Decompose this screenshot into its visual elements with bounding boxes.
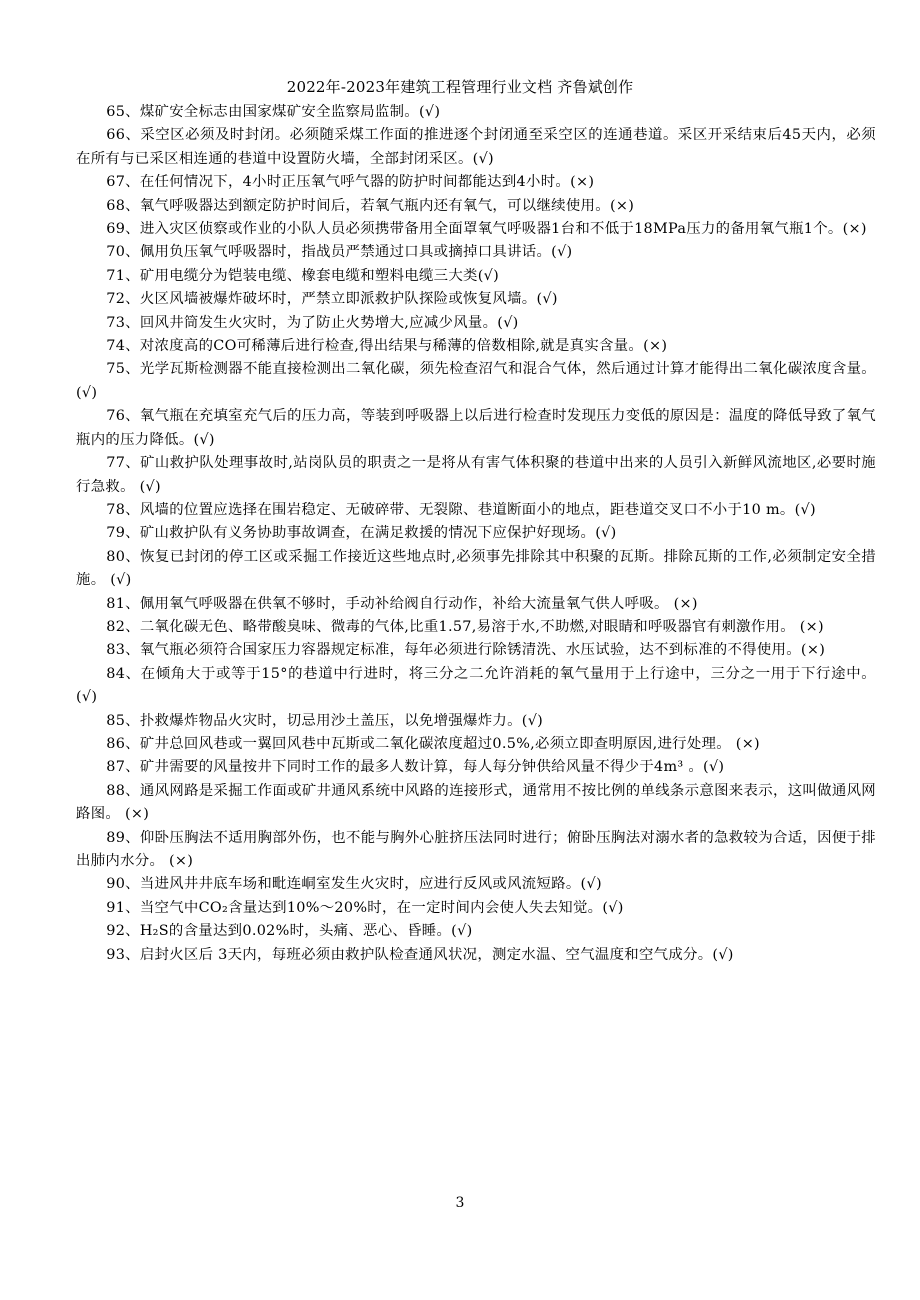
question-item: 91、当空气中CO₂含量达到10%～20%时，在一定时间内会使人失去知觉。(√) [106,899,624,916]
question-item: 87、矿井需要的风量按井下同时工作的最多人数计算，每人每分钟供给风量不得少于4m³ 。(√) [106,759,725,776]
question-item: 72、火区风墙被爆炸破坏时，严禁立即派救护队探险或恢复风墙。(√) [106,291,558,308]
question-item: 92、H₂S的含量达到0.02%时，头痛、恶心、昏睡。(√) [106,923,473,940]
question-list [76,101,876,967]
question-item: 67、在任何情况下，4小时正压氧气呼气器的防护时间都能达到4小时。(×) [106,174,595,191]
question-item: 85、扑救爆炸物品火灾时，切忌用沙土盖压，以免增强爆炸力。(√) [106,712,544,729]
question-item: 93、启封火区后 3天内，每班必须由救护队检查通风状况，测定水温、空气温度和空气成分。(√) [106,946,734,963]
question-item: 78、风墙的位置应选择在围岩稳定、无破碎带、无裂隙、巷道断面小的地点，距巷道交叉口不小于10 m。(√) [106,501,816,518]
question-item: 88、通风网路是采掘工作面或矿井通风系统中风路的连接形式，通常用不按比例的单线条示意图来表示，这叫做通风网路图。 (×) [76,782,876,823]
question-item: 76、氧气瓶在充填室充气后的压力高，等装到呼吸器上以后进行检查时发现压力变低的原因是：温度的降低导致了氧气瓶内的压力降低。(√) [76,408,876,448]
question-item: 70、佩用负压氧气呼吸器时，指战员严禁通过口具或摘掉口具讲话。(√) [106,244,573,261]
question-item: 90、当进风井井底车场和毗连峒室发生火灾时，应进行反风或风流短路。(√) [106,876,602,893]
question-item: 84、在倾角大于或等于15°的巷道中行进时，将三分之二允许消耗的氧气量用于上行途中，三分之一用于下行途中。(√) [76,665,876,706]
question-item: 73、回风井筒发生火灾时，为了防止火势增大,应减少风量。(√) [106,314,519,331]
question-item: 81、佩用氧气呼吸器在供氧不够时，手动补给阀自行动作，补给大流量氧气供人呼吸。 (×) [106,595,698,612]
question-item: 89、仰卧压胸法不适用胸部外伤，也不能与胸外心脏挤压法同时进行；俯卧压胸法对溺水者的急救较为合适，因便于排出肺内水分。 (×) [76,829,876,869]
question-item: 75、光学瓦斯检测器不能直接检测出二氧化碳，须先检查沼气和混合气体，然后通过计算才能得出二氧化碳浓度含量。(√) [76,361,876,401]
question-item: 65、煤矿安全标志由国家煤矿安全监察局监制。(√) [106,104,441,120]
question-item: 82、二氧化碳无色、略带酸臭味、微毒的气体,比重1.57,易溶于水,不助燃,对眼睛和呼吸器官有刺激作用。 (×) [106,618,824,635]
question-item: 69、进入灾区侦察或作业的小队人员必须携带备用全面罩氧气呼吸器1台和不低于18MPa压力的备用氧气瓶1个。(×) [106,221,867,238]
question-item: 77、矿山救护队处理事故时,站岗队员的职责之一是将从有害气体积聚的巷道中出来的人员引入新鲜风流地区,必要时施行急救。 (√) [76,455,876,495]
question-item: 86、矿井总回风巷或一翼回风巷中瓦斯或二氧化碳浓度超过0.5%,必须立即查明原因,进行处理。 (×) [106,735,760,752]
question-item: 74、对浓度高的CO可稀薄后进行检查,得出结果与稀薄的倍数相除,就是真实含量。(×) [106,338,668,355]
question-item: 71、矿用电缆分为铠装电缆、橡套电缆和塑料电缆三大类(√) [106,267,500,284]
question-item: 83、氧气瓶必须符合国家压力容器规定标准，每年必须进行除锈清洗、水压试验，达不到标准的不得使用。(×) [106,642,826,659]
page-header: 2022年-2023年建筑工程管理行业文档 齐鲁斌创作 [286,78,634,96]
page-number: 3 [455,1195,465,1211]
question-item: 68、氧气呼吸器达到额定防护时间后，若氧气瓶内还有氧气，可以继续使用。(×) [106,197,635,214]
question-item: 79、矿山救护队有义务协助事故调查，在满足救援的情况下应保护好现场。(√) [106,525,617,542]
question-item: 66、采空区必须及时封闭。必须随采煤工作面的推进逐个封闭通至采空区的连通巷道。采区开采结束后45天内，必须在所有与已采区相连通的巷道中设置防火墙，全部封闭采区。(√) [76,127,876,167]
question-item: 80、恢复已封闭的停工区或采掘工作接近这些地点时,必须事先排除其中积聚的瓦斯。排除瓦斯的工作,必须制定安全措施。 (√) [76,548,876,589]
